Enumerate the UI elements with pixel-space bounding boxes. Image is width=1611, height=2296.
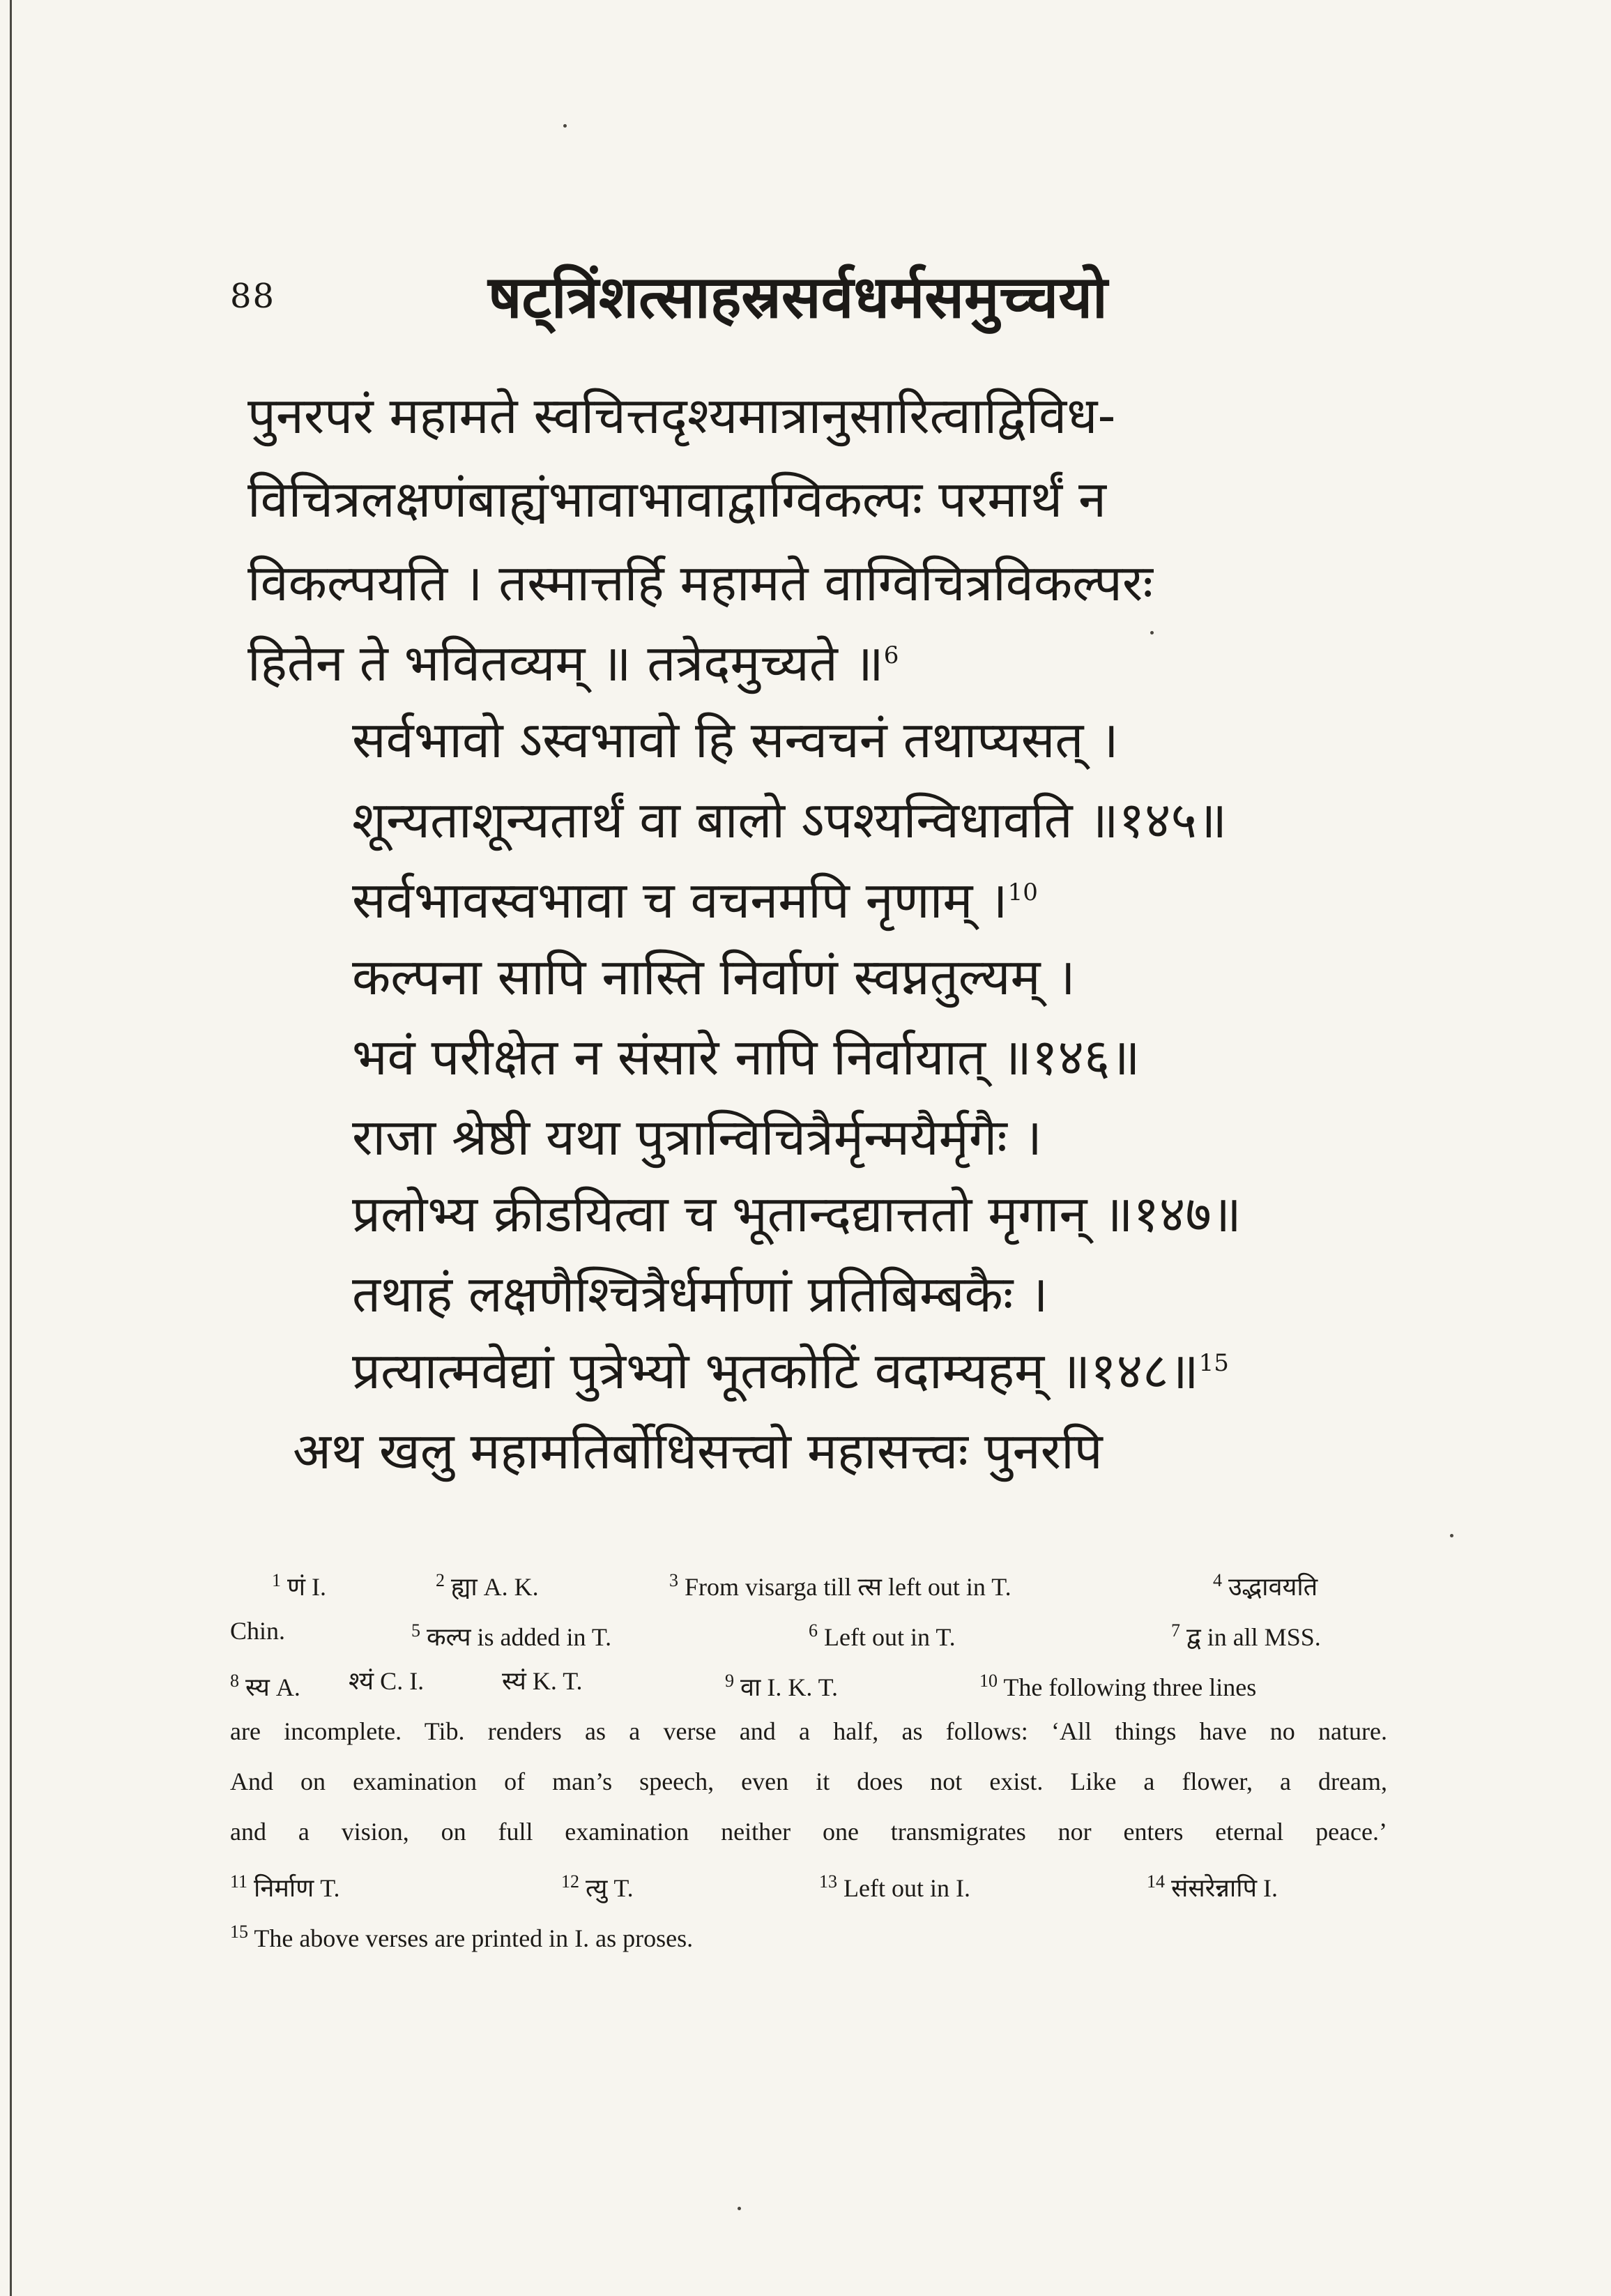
verse-line: शून्यताशून्यतार्थं वा बालो ऽपश्यन्विधावति ॥१४५॥ xyxy=(352,791,1228,849)
footnote-line xyxy=(230,1558,1387,1603)
scan-edge-line xyxy=(10,0,12,2296)
page-header xyxy=(0,254,1611,338)
footnote: $^5$ कल्प is added in T. xyxy=(411,1620,612,1651)
footnote: $^8$ स्य A. xyxy=(230,1671,300,1701)
scan-speck xyxy=(563,124,567,128)
footnote-line xyxy=(230,1910,1387,1954)
footnote: $^{10}$ The following three lines xyxy=(979,1671,1257,1701)
text-line: विचित्रलक्षणंबाह्यंभावाभावाद्वाग्विकल्पः परमार्थं न xyxy=(247,470,1106,529)
footnote: $^{11}$ निर्माण T. xyxy=(230,1871,340,1902)
footnote: $^1$ णं I. xyxy=(272,1570,327,1601)
text-line: विकल्पयति । तस्मात्तर्हि महामते वाग्विचित्रविकल्परः xyxy=(247,554,1153,612)
footnote-line: are incomplete. Tib. renders as a verse and a half, as follows: ‘All things have no nature. xyxy=(230,1717,1387,1745)
footnote: $^2$ ह्या A. K. xyxy=(436,1570,539,1601)
verse-line: सर्वभावो ऽस्वभावो हि सन्वचनं तथाप्यसत् । xyxy=(352,710,1119,769)
verse-line: तथाहं लक्षणैश्चित्रैर्धर्माणां प्रतिबिम्बकैः । xyxy=(352,1265,1048,1323)
scan-speck xyxy=(738,2207,741,2210)
verse-line: राजा श्रेष्ठी यथा पुत्रान्विचित्रैर्मृन्मयैर्मृगैः । xyxy=(352,1108,1042,1166)
verse-line: प्रलोभ्य क्रीडयित्वा च भूतान्दद्यात्ततो मृगान् ॥१४७॥ xyxy=(352,1185,1242,1243)
footnote: $^3$ From visarga till त्स left out in T. xyxy=(669,1570,1011,1601)
footnote: $^{15}$ The above verses are printed in I. as proses. xyxy=(230,1922,694,1952)
footnote-line: And on examination of man’s speech, even it does not exist. Like a flower, a dream, xyxy=(230,1767,1387,1795)
footnote: $^{13}$ Left out in I. xyxy=(819,1871,970,1902)
footnote: श्यं C. I. xyxy=(349,1667,425,1695)
footnote: $^{12}$ त्यु T. xyxy=(561,1871,634,1902)
verse-line: भवं परीक्षेत न संसारे नापि निर्वायात् ॥१४६॥ xyxy=(352,1028,1140,1086)
page-number: 88 xyxy=(230,277,276,316)
footnote: $^{14}$ संसरेन्नापि I. xyxy=(1147,1871,1278,1902)
text-line: पुनरपरं महामते स्वचित्तदृश्यमात्रानुसारित्वाद्विविध- xyxy=(247,386,1116,445)
footnote: $^7$ द्व in all MSS. xyxy=(1171,1620,1321,1651)
verse-line: सर्वभावस्वभावा च वचनमपि नृणाम् ।$^{10}$ xyxy=(352,871,1038,929)
footnote: स्यं K. T. xyxy=(502,1667,583,1695)
text-line: हितेन ते भवितव्यम् ॥ तत्रेदमुच्यते ॥$^6$ xyxy=(247,634,899,692)
footnote-line xyxy=(230,1659,1387,1703)
footnote-line: and a vision, on full examination neither one transmigrates nor enters eternal peace.’ xyxy=(230,1818,1387,1846)
footnote: $^4$ उद्भावयति xyxy=(1213,1570,1318,1601)
footnote-line xyxy=(230,1860,1387,1904)
footnote: $^6$ Left out in T. xyxy=(809,1620,956,1651)
footnote-line xyxy=(230,1609,1387,1653)
verse-line: प्रत्यात्मवेद्यां पुत्रेभ्यो भूतकोटिं वदाम्यहम् ॥१४८॥$^{15}$ xyxy=(352,1341,1229,1400)
running-title: षट्त्रिंशत्साहस्रसर्वधर्मसमुच्चयो xyxy=(488,263,1108,331)
verse-line: कल्पना सापि नास्ति निर्वाणं स्वप्नतुल्यम् । xyxy=(352,948,1076,1006)
scan-speck xyxy=(1150,631,1154,634)
footnote: Chin. xyxy=(230,1617,286,1645)
footnote: $^9$ वा I. K. T. xyxy=(725,1671,838,1701)
scan-speck xyxy=(1450,1534,1453,1537)
text-line: अथ खलु महामतिर्बोधिसत्त्वो महासत्त्वः पुनरपि xyxy=(293,1422,1103,1480)
